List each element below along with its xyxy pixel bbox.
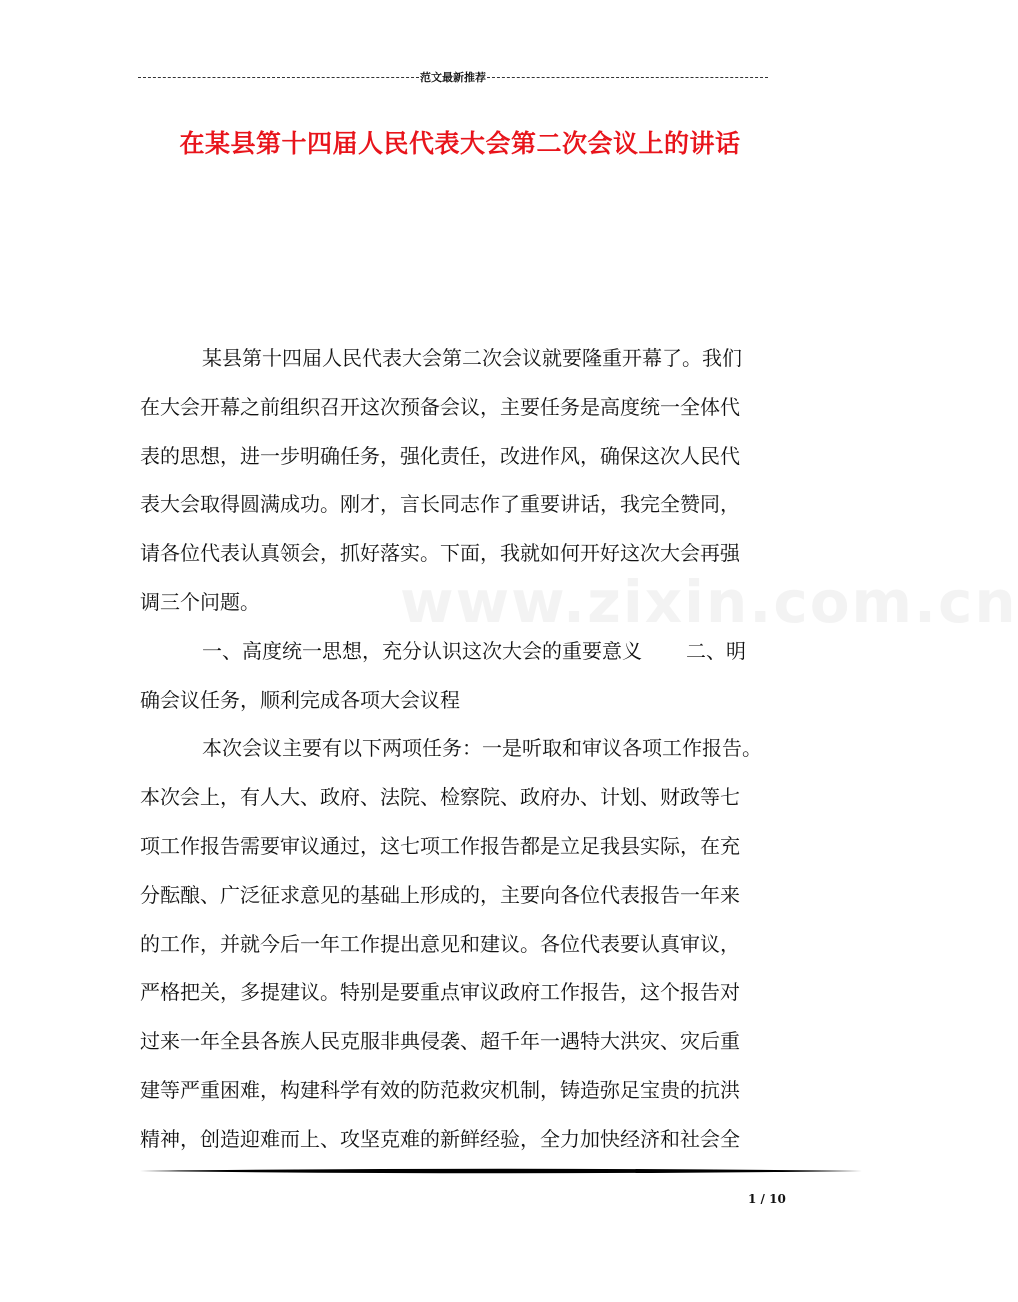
header-dash-left: [138, 77, 419, 78]
paragraph-line: 本次会议主要有以下两项任务：一是听取和审议各项工作报告。: [202, 736, 762, 761]
paragraph-line: 请各位代表认真领会，抓好落实。下面，我就如何开好这次大会再强: [140, 541, 740, 566]
header-label: 范文最新推荐: [420, 71, 486, 84]
paragraph-line: 分酝酿、广泛征求意见的基础上形成的，主要向各位代表报告一年来: [140, 882, 740, 907]
document-title: 在某县第十四届人民代表大会第二次会议上的讲话: [179, 129, 741, 158]
paragraph-line: 项工作报告需要审议通过，这七项工作报告都是立足我县实际，在充: [140, 833, 740, 858]
paragraph-line: 精神，创造迎难而上、攻坚克难的新鲜经验，全力加快经济和社会全: [140, 1126, 740, 1151]
watermark: www.zixin.com.cn: [400, 568, 1018, 636]
paragraph-line: 过来一年全县各族人民克服非典侵袭、超千年一遇特大洪灾、灾后重: [140, 1029, 740, 1054]
header-rule: [138, 68, 768, 86]
paragraph-line: 建等严重困难，构建科学有效的防范救灾机制，铸造弥足宝贵的抗洪: [140, 1077, 740, 1102]
section-heading-2-start: 二、明: [686, 638, 746, 663]
page-number: 1 / 10: [748, 1192, 786, 1206]
paragraph-line: 的工作，并就今后一年工作提出意见和建议。各位代表要认真审议，: [140, 931, 740, 956]
footer-rule: [140, 1166, 862, 1176]
document-body: [140, 334, 810, 1164]
header-dash-right: [487, 77, 768, 78]
section-headings-line: [140, 627, 810, 676]
paragraph-line: 在大会开幕之前组织召开这次预备会议，主要任务是高度统一全体代: [140, 394, 740, 419]
paragraph-line: 表的思想，进一步明确任务，强化责任，改进作风，确保这次人民代: [140, 443, 740, 468]
section-heading-1: 一、高度统一思想，充分认识这次大会的重要意义: [202, 638, 642, 663]
paragraph-line: 本次会上，有人大、政府、法院、检察院、政府办、计划、财政等七: [140, 785, 740, 810]
section-heading-2-end: 确会议任务，顺利完成各项大会议程: [140, 687, 460, 712]
paragraph-line: 某县第十四届人民代表大会第二次会议就要隆重开幕了。我们: [202, 346, 742, 370]
paragraph-line: 严格把关，多提建议。特别是要重点审议政府工作报告，这个报告对: [140, 980, 740, 1005]
paragraph-line: 表大会取得圆满成功。刚才，言长同志作了重要讲话，我完全赞同，: [140, 492, 740, 517]
paragraph-line: 调三个问题。: [140, 589, 260, 614]
